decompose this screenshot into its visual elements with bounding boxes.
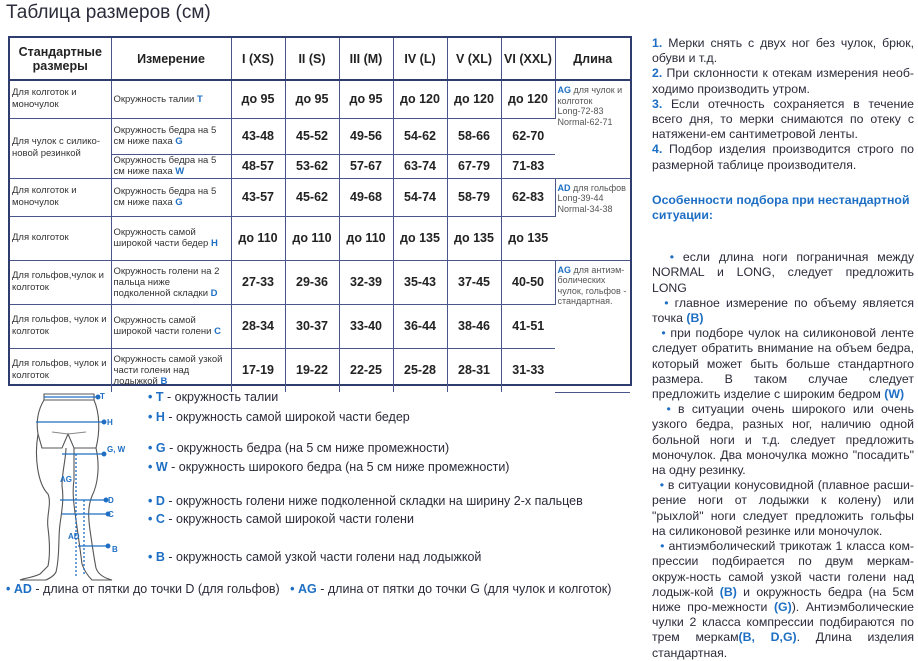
category-cell: Для колготок и моночулок	[10, 80, 111, 118]
header-size-6: VI (XXL)	[501, 38, 555, 80]
size-value-cell: 67-79	[447, 154, 501, 178]
size-value-cell: 62-83	[501, 178, 555, 216]
measurement-cell: Окружность голени на 2 пальца ниже подколенной складки D	[111, 260, 231, 304]
table-row	[10, 118, 630, 154]
size-value-cell: 37-45	[447, 260, 501, 304]
size-value-cell: 63-74	[393, 154, 447, 178]
size-value-cell: 38-46	[447, 304, 501, 348]
size-value-cell: 43-48	[231, 118, 285, 154]
size-value-cell: 32-39	[339, 260, 393, 304]
header-size-5: V (XL)	[447, 38, 501, 80]
special-situations-title: Особенности подбора при нестандартной ситуации:	[652, 192, 910, 223]
numbered-note: 2. При склонности к отекам измерения необ-ходимо производить утром.	[652, 66, 914, 96]
header-size-2: II (S)	[285, 38, 339, 80]
size-value-cell: до 95	[339, 80, 393, 118]
table-header-row	[10, 38, 630, 80]
legend-item: • D - окружность голени ниже подколенной складки на ширину 2-х пальцев	[148, 494, 583, 508]
size-value-cell: до 110	[231, 216, 285, 260]
bullet-item: • при подборе чулок на силиконовой ленте следует обратить внимание на объем бедра, который может быть больше стандартного размера. В таком случае следует предложить изделие с широким бедром (W)	[652, 326, 914, 402]
measurement-cell: Окружность бедра на 5 см ниже паха G	[111, 178, 231, 216]
size-value-cell: до 135	[447, 216, 501, 260]
size-value-cell: 25-28	[393, 348, 447, 392]
diagram-label-b: B	[112, 545, 118, 554]
notes-column	[652, 36, 914, 661]
size-value-cell: до 120	[501, 80, 555, 118]
size-value-cell: 27-33	[231, 260, 285, 304]
size-value-cell: 31-33	[512, 363, 545, 378]
length-cell: AG для чулок и колготок Long-72-83 Normal-62-71	[555, 80, 630, 178]
header-length: Длина	[555, 38, 630, 80]
leg-diagram	[4, 388, 140, 584]
bullet-item: • в ситуации очень широкого или очень узкого бедра, разных ног, наличию одной больной ноги и т.д. следует предложить моночулок. Два моночулка можно "посадить" на одну резинку.	[652, 402, 914, 478]
size-value-cell: 17-19	[231, 348, 285, 392]
size-value-cell: 49-56	[339, 118, 393, 154]
size-value-cell: до 120	[393, 80, 447, 118]
size-value-cell: 54-74	[393, 178, 447, 216]
length-cell: AD для гольфов Long-39-44 Normal-34-38	[555, 178, 630, 260]
size-value-cell: 53-62	[285, 154, 339, 178]
header-size-3: III (M)	[339, 38, 393, 80]
size-value-cell: 22-25	[339, 348, 393, 392]
size-value-cell: до 120	[447, 80, 501, 118]
size-value-cell: 33-40	[339, 304, 393, 348]
numbered-note: 1. Мерки снять с двух ног без чулок, брюк, обуви и т.д.	[652, 36, 914, 66]
size-value-cell: 30-37	[285, 304, 339, 348]
size-value-cell: до 110	[339, 216, 393, 260]
category-cell: Для гольфов,чулок и колготок	[10, 260, 111, 304]
category-cell: Для гольфов, чулок и колготок	[10, 348, 111, 392]
size-value-cell: 45-52	[285, 118, 339, 154]
table-row	[10, 178, 630, 216]
size-value-cell: 19-22	[285, 348, 339, 392]
numbered-note: 3. Если отечность сохраняется в течение всего дня, то мерки снимаются по отеку с натяжени-ем сантиметровой ленты.	[652, 96, 914, 142]
diagram-label-ad: AD	[68, 532, 80, 541]
diagram-label-ag: AG	[60, 475, 72, 484]
size-value-cell: 40-50	[501, 260, 555, 304]
size-value-cell: 29-36	[285, 260, 339, 304]
header-size-1: I (XS)	[231, 38, 285, 80]
size-value-cell: 54-62	[393, 118, 447, 154]
legend-item: • W - окружность широкого бедра (на 5 см ниже промежности)	[148, 460, 510, 474]
size-value-cell: до 95	[285, 80, 339, 118]
size-table	[8, 36, 632, 386]
diagram-label-d: D	[108, 496, 114, 505]
length-cell: AG для антиэм-болических чулок, гольфов - стандартная.	[555, 260, 630, 392]
measurement-cell: Окружность бедра на 5 см ниже паха W	[111, 154, 231, 178]
measurement-cell: Окружность самой узкой части голени над лодыжкой B	[111, 348, 231, 392]
diagram-label-c: C	[108, 510, 114, 519]
measurement-cell: Окружность самой широкой части бедер H	[111, 216, 231, 260]
size-value-cell: до 135	[393, 216, 447, 260]
legend-item: • H - окружность самой широкой части бедер	[148, 410, 410, 424]
category-cell: Для гольфов, чулок и колготок	[10, 304, 111, 348]
size-value-cell: 28-31	[447, 348, 501, 392]
header-measurement: Измерение	[111, 38, 231, 80]
table-row	[10, 348, 630, 392]
size-value-cell: 36-44	[393, 304, 447, 348]
diagram-label-gw: G, W	[107, 445, 126, 454]
size-value-cell: 71-83	[501, 154, 555, 178]
size-value-cell: до 110	[285, 216, 339, 260]
header-standard-sizes: Стандартные размеры	[10, 38, 111, 80]
size-value-cell: 48-57	[231, 154, 285, 178]
table-row	[10, 216, 630, 260]
bullet-item: • если длина ноги пограничная между NORMAL и LONG, следует предложить LONG	[652, 250, 914, 295]
size-value-cell: до 95	[231, 80, 285, 118]
measurement-legend	[148, 388, 628, 588]
table-row	[10, 80, 630, 118]
bullet-item: • антиэмболический трикотаж 1 класса ком-прессии подбирается по двум меркам- окруж-ность самой узкой части голени над лодыж-кой (B) и окружность бедра (на 5см ниже про-межности (G)). Антиэмболические чулки 2 класса компрессии подбираются по трем меркам(B, D,G). Длина изделия стандартная.	[652, 539, 915, 660]
page-title: Таблица размеров (см)	[6, 2, 211, 23]
legend-item: • T - окружность талии	[148, 390, 279, 404]
category-cell: Для колготок и моночулок	[10, 178, 111, 216]
size-value-cell: 35-43	[393, 260, 447, 304]
size-value-cell: 45-62	[285, 178, 339, 216]
length-definitions: • AD - длина от пятки до точки D (для гольфов) • AG - длина от пятки до точки G (для чулок и колготок)	[6, 582, 612, 596]
legend-item: • G - окружность бедра (на 5 см ниже промежности)	[148, 441, 450, 455]
size-value-cell: 57-67	[339, 154, 393, 178]
size-value-cell: 28-34	[231, 304, 285, 348]
measurement-cell: Окружность самой широкой части голени C	[111, 304, 231, 348]
bullet-item: • главное измерение по объему является точка (B)	[652, 295, 914, 326]
table-row	[10, 260, 630, 304]
legend-item: • B - окружность самой узкой части голени над лодыжкой	[148, 550, 482, 564]
table-row	[10, 304, 630, 348]
size-value-cell: 62-70	[501, 118, 555, 154]
size-value-cell: 58-79	[447, 178, 501, 216]
measurement-cell: Окружность талии T	[111, 80, 231, 118]
header-size-4: IV (L)	[393, 38, 447, 80]
diagram-label-t: T	[100, 392, 105, 401]
size-value-cell: 43-57	[231, 178, 285, 216]
size-value-cell: до 135	[501, 216, 555, 260]
size-value-cell: 49-68	[339, 178, 393, 216]
legend-item: • C - окружность самой широкой части голени	[148, 512, 414, 526]
size-value-cell: 41-51	[501, 304, 555, 348]
bullet-item: • в ситуации конусовидной (плавное расши-рение ноги от лодыжки к колену) или "рыхлой" ноги следует предложить гольфы на силиконовой резинке или моночулок.	[652, 478, 914, 538]
numbered-note: 4. Подбор изделия производится строго по размерной таблице производителя.	[652, 142, 914, 172]
category-cell: Для чулок с силико-новой резинкой	[10, 118, 111, 178]
size-value-cell: 58-66	[447, 118, 501, 154]
category-cell: Для колготок	[10, 216, 111, 260]
diagram-label-h: H	[107, 418, 113, 427]
measurement-cell: Окружность бедра на 5 см ниже паха G	[111, 118, 231, 154]
